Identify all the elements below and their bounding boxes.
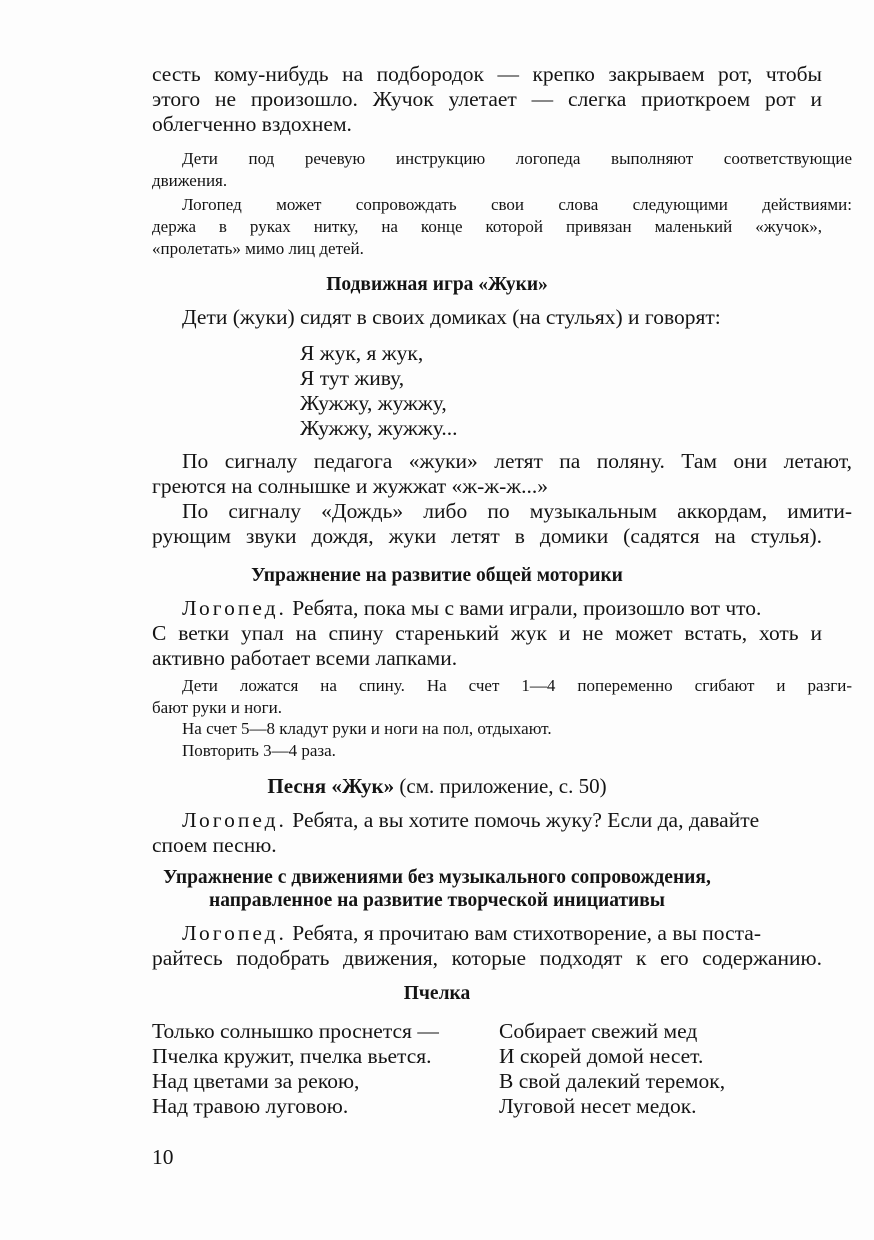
text-line: активно работает всеми лапками. — [152, 646, 458, 670]
poem-line: Жужжу, жужжу, — [300, 391, 447, 415]
text-line: этого не произошло. Жучок улетает — слегка приоткроем рот и — [152, 87, 822, 111]
poem-line: В свой далекий теремок, — [499, 1069, 726, 1093]
speaker-label: Логопед. — [182, 808, 287, 832]
text-line — [182, 596, 761, 621]
line-text: Ребята, пока мы с вами играли, произошло вот что. — [286, 596, 762, 620]
note-line: «пролетать» мимо лиц детей. — [152, 239, 364, 258]
heading-bold: Песня «Жук» — [267, 774, 395, 798]
note-line: Дети ложатся на спину. На счет 1—4 попеременно сгибают и разги- — [182, 676, 852, 695]
poem-line: Собирает свежий мед — [499, 1019, 698, 1043]
poem-line: Только солнышко проснется — — [152, 1019, 439, 1043]
poem-line: Пчелка кружит, пчелка вьется. — [152, 1044, 432, 1068]
text-line — [182, 808, 759, 833]
text-line — [182, 921, 761, 946]
page-number: 10 — [152, 1145, 174, 1169]
note-line: Дети под речевую инструкцию логопеда выполняют соответствующие — [182, 149, 852, 168]
section-heading — [0, 774, 874, 798]
poem-line: Я жук, я жук, — [300, 341, 424, 365]
text-line: Дети (жуки) сидят в своих домиках (на стульях) и говорят: — [182, 305, 721, 329]
poem-line: Над травою луговою. — [152, 1094, 349, 1118]
poem-line: Жужжу, жужжу... — [300, 416, 458, 440]
speaker-label: Логопед. — [182, 921, 287, 945]
heading-note: (см. приложение, с. 50) — [394, 774, 607, 798]
speaker-label: Логопед. — [182, 596, 287, 620]
note-line: движения. — [152, 171, 228, 190]
poem-line: Над цветами за рекою, — [152, 1069, 360, 1093]
section-heading: Упражнение на развитие общей моторики — [251, 565, 623, 586]
note-line: бают руки и ноги. — [152, 698, 282, 717]
poem-line: Я тут живу, — [300, 366, 405, 390]
note-line: Повторить 3—4 раза. — [182, 741, 336, 760]
text-line: облегченно вздохнем. — [152, 112, 352, 136]
text-line: рующим звуки дождя, жуки летят в домики (садятся на стулья). — [152, 524, 822, 548]
text-line: С ветки упал на спину старенький жук и не может встать, хоть и — [152, 621, 822, 645]
note-line: Логопед может сопровождать свои слова следующими действиями: — [182, 195, 852, 214]
poem-line: И скорей домой несет. — [499, 1044, 704, 1068]
text-line: споем песню. — [152, 833, 277, 857]
line-text: Ребята, я прочитаю вам стихотворение, а вы поста- — [286, 921, 761, 945]
poem-line: Луговой несет медок. — [499, 1094, 697, 1118]
section-heading: Подвижная игра «Жуки» — [326, 274, 548, 295]
text-line: сесть кому-нибудь на подбородок — крепко закрываем рот, чтобы — [152, 62, 822, 86]
text-line: райтесь подобрать движения, которые подходят к его содержанию. — [152, 946, 822, 970]
section-heading: направленное на развитие творческой инициативы — [208, 890, 666, 911]
note-line: На счет 5—8 кладут руки и ноги на пол, отдыхают. — [182, 719, 552, 738]
section-heading: Упражнение с движениями без музыкального сопровождения, — [163, 867, 711, 888]
text-line: По сигналу педагога «жуки» летят па поляну. Там они летают, — [182, 449, 852, 473]
note-line: держа в руках нитку, на конце которой привязан маленький «жучок», — [152, 217, 822, 236]
text-line: греются на солнышке и жужжат «ж-ж-ж...» — [152, 474, 549, 498]
line-text: Ребята, а вы хотите помочь жуку? Если да, давайте — [286, 808, 760, 832]
poem-title: Пчелка — [403, 983, 471, 1004]
text-line: По сигналу «Дождь» либо по музыкальным аккордам, имити- — [182, 499, 852, 523]
